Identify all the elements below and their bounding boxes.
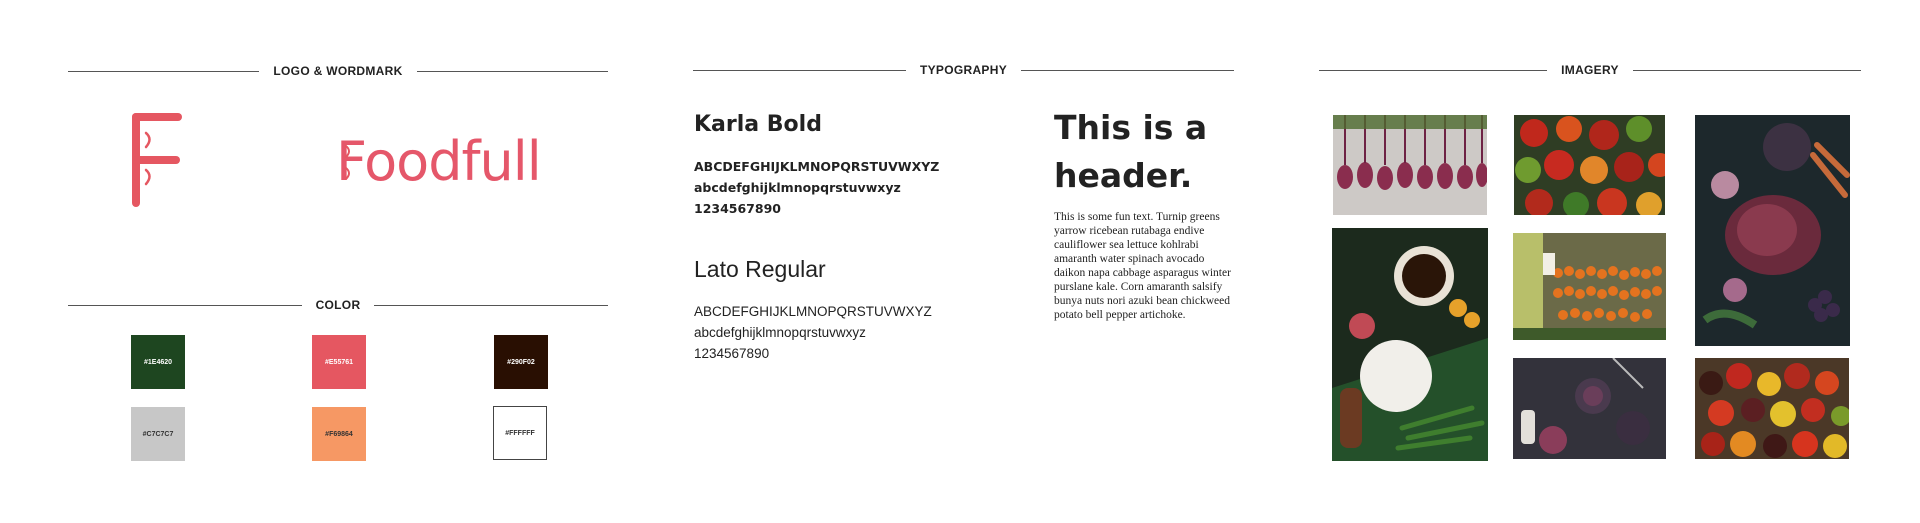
- imagery-section-heading: [1319, 63, 1861, 77]
- font1-digits: 1234567890: [694, 201, 781, 216]
- typography-section-title: TYPOGRAPHY: [906, 63, 1021, 77]
- tomatoes-photo: [1695, 358, 1849, 459]
- color-swatch: [312, 335, 366, 389]
- font2-uppercase: ABCDEFGHIJKLMNOPQRSTUVWXYZ: [694, 304, 932, 319]
- table-drinks-photo: [1513, 358, 1666, 459]
- header-sample: This is a header.: [1054, 108, 1208, 195]
- font2-lowercase: abcdefghijklmnopqrstuvwxyz: [694, 325, 866, 340]
- swatch-hex-label: #C7C7C7: [142, 430, 174, 438]
- color-swatch: [493, 406, 547, 460]
- swatch-hex-label: #F69864: [325, 430, 353, 438]
- swatch-hex-label: #290F02: [507, 358, 535, 366]
- font1-specimen: [694, 156, 939, 219]
- wordmark-accent: [342, 142, 356, 188]
- color-swatch: [494, 335, 548, 389]
- beets-photo: [1333, 115, 1487, 215]
- imagery-section-title: IMAGERY: [1547, 63, 1633, 77]
- color-swatch: [131, 335, 185, 389]
- font2-digits: 1234567890: [694, 346, 770, 361]
- logo-section-title: LOGO & WORDMARK: [259, 64, 416, 78]
- market-stall-photo: [1513, 233, 1666, 340]
- rice-dish-photo: [1332, 228, 1488, 461]
- color-section-title: COLOR: [302, 298, 375, 312]
- font1-uppercase: ABCDEFGHIJKLMNOPQRSTUVWXYZ: [694, 159, 940, 174]
- font2-name: Lato Regular: [694, 256, 826, 282]
- swatch-hex-label: #E55761: [324, 358, 354, 366]
- swatch-hex-label: #FFFFFF: [505, 429, 535, 437]
- vegetables-flatlay-photo: [1695, 115, 1850, 346]
- font2-specimen: [694, 301, 932, 364]
- color-swatch: [312, 407, 366, 461]
- color-swatch: [131, 407, 185, 461]
- logo-section-heading: [68, 64, 608, 78]
- color-section-heading: [68, 298, 608, 312]
- font1-name: Karla Bold: [694, 112, 822, 137]
- peppers-photo: [1514, 115, 1665, 215]
- typography-section-heading: [693, 63, 1234, 77]
- swatch-hex-label: #1E4620: [143, 358, 173, 366]
- font1-lowercase: abcdefghijklmnopqrstuvwxyz: [694, 180, 901, 195]
- body-sample: This is some fun text. Turnip greens yarrow ricebean rutabaga endive cauliflower sea lettuce kohlrabi amaranth water spinach avocado daikon napa cabbage asparagus winter purslane kale. Corn amaranth salsify bunya nuts nori azuki bean chickweed potato bell pepper artichoke.: [1054, 211, 1231, 321]
- logo-mark: [126, 113, 186, 209]
- wordmark: Foodfull: [336, 130, 541, 193]
